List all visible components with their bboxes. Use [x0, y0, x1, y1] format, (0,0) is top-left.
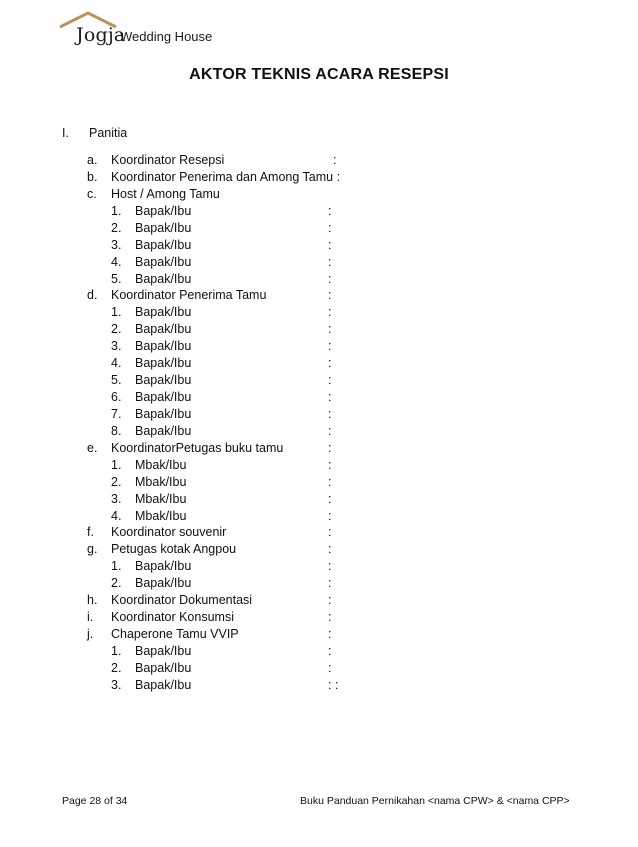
- item-label: Bapak/Ibu: [135, 339, 192, 354]
- item-label: Bapak/Ibu: [135, 576, 192, 591]
- item-label: Koordinator Konsumsi: [111, 610, 234, 625]
- item-label: Koordinator Penerima dan Among Tamu :: [111, 169, 341, 184]
- item-marker: 1.: [111, 643, 122, 658]
- item-label: KoordinatorPetugas buku tamu: [111, 440, 284, 455]
- item-label: Bapak/Ibu: [135, 305, 192, 320]
- item-label: Bapak/Ibu: [135, 322, 192, 337]
- item-colon: :: [328, 322, 332, 337]
- item-marker: a.: [87, 153, 98, 167]
- item-colon: :: [328, 457, 332, 472]
- item-colon: :: [328, 406, 332, 421]
- item-colon: :: [328, 440, 332, 455]
- item-marker: 4.: [111, 356, 122, 371]
- item-marker: 2.: [111, 322, 122, 337]
- item-colon: :: [328, 610, 332, 625]
- item-colon: :: [328, 643, 332, 658]
- item-marker: 3.: [111, 677, 122, 692]
- item-marker: 7.: [111, 406, 122, 421]
- item-marker: 3.: [111, 491, 122, 506]
- logo-subtitle: Wedding House: [120, 29, 213, 44]
- item-label: Petugas kotak Angpou: [111, 542, 237, 557]
- item-label: Bapak/Ibu: [135, 271, 192, 286]
- page-number: Page 28 of 34: [62, 795, 128, 807]
- item-colon: :: [328, 593, 332, 608]
- section-number: I.: [62, 126, 69, 140]
- item-marker: 2.: [111, 220, 122, 235]
- item-label: Bapak/Ibu: [135, 423, 192, 438]
- item-label: Koordinator Dokumentasi: [111, 593, 253, 608]
- item-marker: i.: [87, 610, 94, 625]
- item-marker: 1.: [111, 559, 122, 574]
- logo-brand: Jogja: [76, 24, 126, 46]
- item-label: Bapak/Ibu: [135, 406, 192, 421]
- item-colon: :: [328, 559, 332, 574]
- item-label: Bapak/Ibu: [135, 390, 192, 405]
- item-marker: 3.: [111, 339, 122, 354]
- item-marker: e.: [87, 440, 98, 455]
- item-marker: 2.: [111, 474, 122, 489]
- item-colon: :: [328, 542, 332, 557]
- item-label: Host / Among Tamu: [111, 186, 220, 201]
- item-marker: 2.: [111, 660, 122, 675]
- item-label: Bapak/Ibu: [135, 643, 192, 658]
- item-marker: g.: [87, 542, 98, 557]
- item-marker: c.: [87, 186, 97, 201]
- item-label: Mbak/Ibu: [135, 474, 187, 489]
- section-label: Panitia: [89, 126, 128, 140]
- footer-book-title: Buku Panduan Pernikahan <nama CPW> & <nama CPP>: [300, 795, 570, 807]
- item-marker: 5.: [111, 271, 122, 286]
- item-label: Mbak/Ibu: [135, 508, 187, 523]
- item-label: Mbak/Ibu: [135, 491, 187, 506]
- item-colon: :: [328, 474, 332, 489]
- item-colon: :: [333, 153, 337, 167]
- item-colon: :: [328, 390, 332, 405]
- item-colon: :: [328, 237, 332, 252]
- item-colon: :: [328, 373, 332, 388]
- item-label: Bapak/Ibu: [135, 559, 192, 574]
- item-marker: 8.: [111, 423, 122, 438]
- item-colon: :: [328, 627, 332, 642]
- item-label: Koordinator Resepsi: [111, 153, 225, 167]
- item-marker: 1.: [111, 203, 122, 218]
- item-colon: :: [328, 271, 332, 286]
- item-label: Bapak/Ibu: [135, 677, 192, 692]
- logo: [58, 10, 228, 46]
- item-marker: 1.: [111, 457, 122, 472]
- item-marker: b.: [87, 169, 98, 184]
- item-marker: 4.: [111, 254, 122, 269]
- item-marker: 2.: [111, 576, 122, 591]
- item-label: Mbak/Ibu: [135, 457, 187, 472]
- item-colon: :: [328, 339, 332, 354]
- item-colon: :: [328, 576, 332, 591]
- item-marker: d.: [87, 288, 98, 303]
- item-marker: h.: [87, 593, 98, 608]
- item-marker: 5.: [111, 373, 122, 388]
- item-colon: :: [328, 220, 332, 235]
- item-label: Bapak/Ibu: [135, 254, 192, 269]
- item-colon: :: [328, 356, 332, 371]
- item-colon: :: [328, 525, 332, 540]
- item-colon: :: [328, 491, 332, 506]
- item-colon: :: [328, 288, 332, 303]
- item-marker: 3.: [111, 237, 122, 252]
- item-label: Koordinator Penerima Tamu: [111, 288, 267, 303]
- item-label: Bapak/Ibu: [135, 203, 192, 218]
- page-title: AKTOR TEKNIS ACARA RESEPSI: [189, 66, 449, 83]
- item-colon: :: [328, 254, 332, 269]
- item-marker: 4.: [111, 508, 122, 523]
- item-colon: :: [328, 423, 332, 438]
- item-colon: :: [328, 660, 332, 675]
- item-marker: j.: [87, 627, 94, 642]
- item-colon: : :: [328, 677, 339, 692]
- item-marker: 1.: [111, 305, 122, 320]
- item-label: Chaperone Tamu VVIP: [111, 627, 239, 642]
- item-label: Bapak/Ibu: [135, 356, 192, 371]
- item-colon: :: [328, 203, 332, 218]
- item-colon: :: [328, 508, 332, 523]
- item-label: Bapak/Ibu: [135, 220, 192, 235]
- item-label: Bapak/Ibu: [135, 237, 192, 252]
- item-marker: f.: [87, 525, 94, 540]
- item-label: Bapak/Ibu: [135, 660, 192, 675]
- item-marker: 6.: [111, 390, 122, 405]
- item-label: Bapak/Ibu: [135, 373, 192, 388]
- item-colon: :: [328, 305, 332, 320]
- item-label: Koordinator souvenir: [111, 525, 227, 540]
